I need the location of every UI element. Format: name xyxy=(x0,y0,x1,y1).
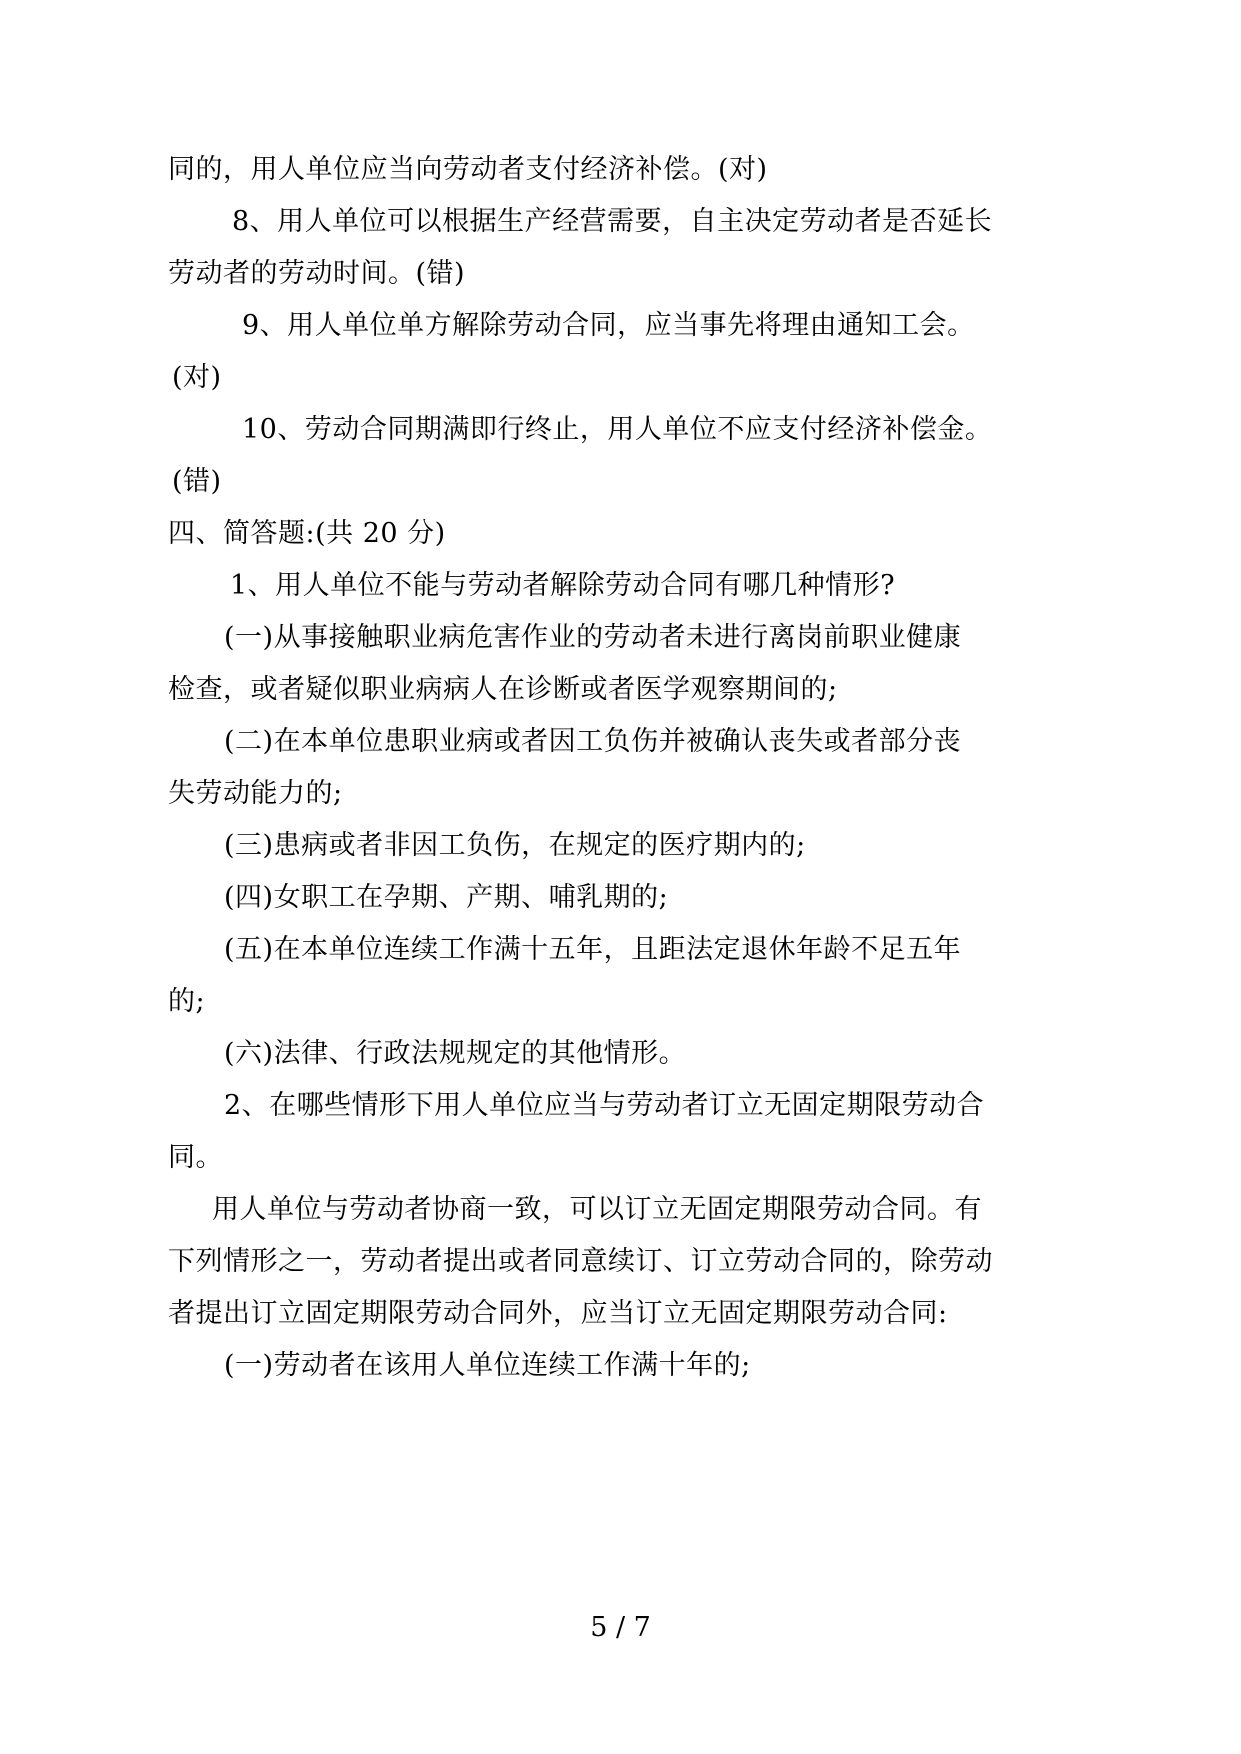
text-line: 劳动者的劳动时间。(错) xyxy=(168,258,466,289)
text-line: 用人单位与劳动者协商一致，可以订立无固定期限劳动合同。有 xyxy=(212,1194,982,1225)
text-line: 10、劳动合同期满即行终止，用人单位不应支付经济补偿金。 xyxy=(242,414,993,445)
text-line: (对) xyxy=(172,362,222,393)
text-line: (四)女职工在孕期、产期、哺乳期的; xyxy=(224,882,669,913)
question-line: 2、在哪些情形下用人单位应当与劳动者订立无固定期限劳动合 xyxy=(224,1090,985,1121)
question-line: 1、用人单位不能与劳动者解除劳动合同有哪几种情形? xyxy=(230,570,896,601)
text-line: (二)在本单位患职业病或者因工负伤并被确认丧失或者部分丧 xyxy=(224,726,962,757)
text-line: (五)在本单位连续工作满十五年，且距法定退休年龄不足五年 xyxy=(224,934,962,965)
text-line: (一)劳动者在该用人单位连续工作满十年的; xyxy=(224,1350,751,1381)
text-line: 检查，或者疑似职业病病人在诊断或者医学观察期间的; xyxy=(168,674,838,705)
text-line: 者提出订立固定期限劳动合同外，应当订立无固定期限劳动合同: xyxy=(168,1298,948,1329)
text-line: 同的，用人单位应当向劳动者支付经济补偿。(对) xyxy=(168,154,768,185)
text-line: (三)患病或者非因工负伤，在规定的医疗期内的; xyxy=(224,830,806,861)
text-line: (错) xyxy=(172,466,222,497)
text-line: (一)从事接触职业病危害作业的劳动者未进行离岗前职业健康 xyxy=(224,622,962,653)
text-line: 下列情形之一，劳动者提出或者同意续订、订立劳动合同的，除劳动 xyxy=(168,1246,993,1277)
section-heading: 四、简答题:(共 20 分) xyxy=(168,518,446,549)
text-line: 8、用人单位可以根据生产经营需要，自主决定劳动者是否延长 xyxy=(232,206,993,237)
text-line: 同。 xyxy=(168,1142,223,1173)
text-line: (六)法律、行政法规规定的其他情形。 xyxy=(224,1038,687,1069)
page-number: 5 / 7 xyxy=(590,1612,651,1643)
text-line: 失劳动能力的; xyxy=(168,778,343,809)
text-line: 的; xyxy=(168,986,206,1017)
text-line: 9、用人单位单方解除劳动合同，应当事先将理由通知工会。 xyxy=(242,310,975,341)
